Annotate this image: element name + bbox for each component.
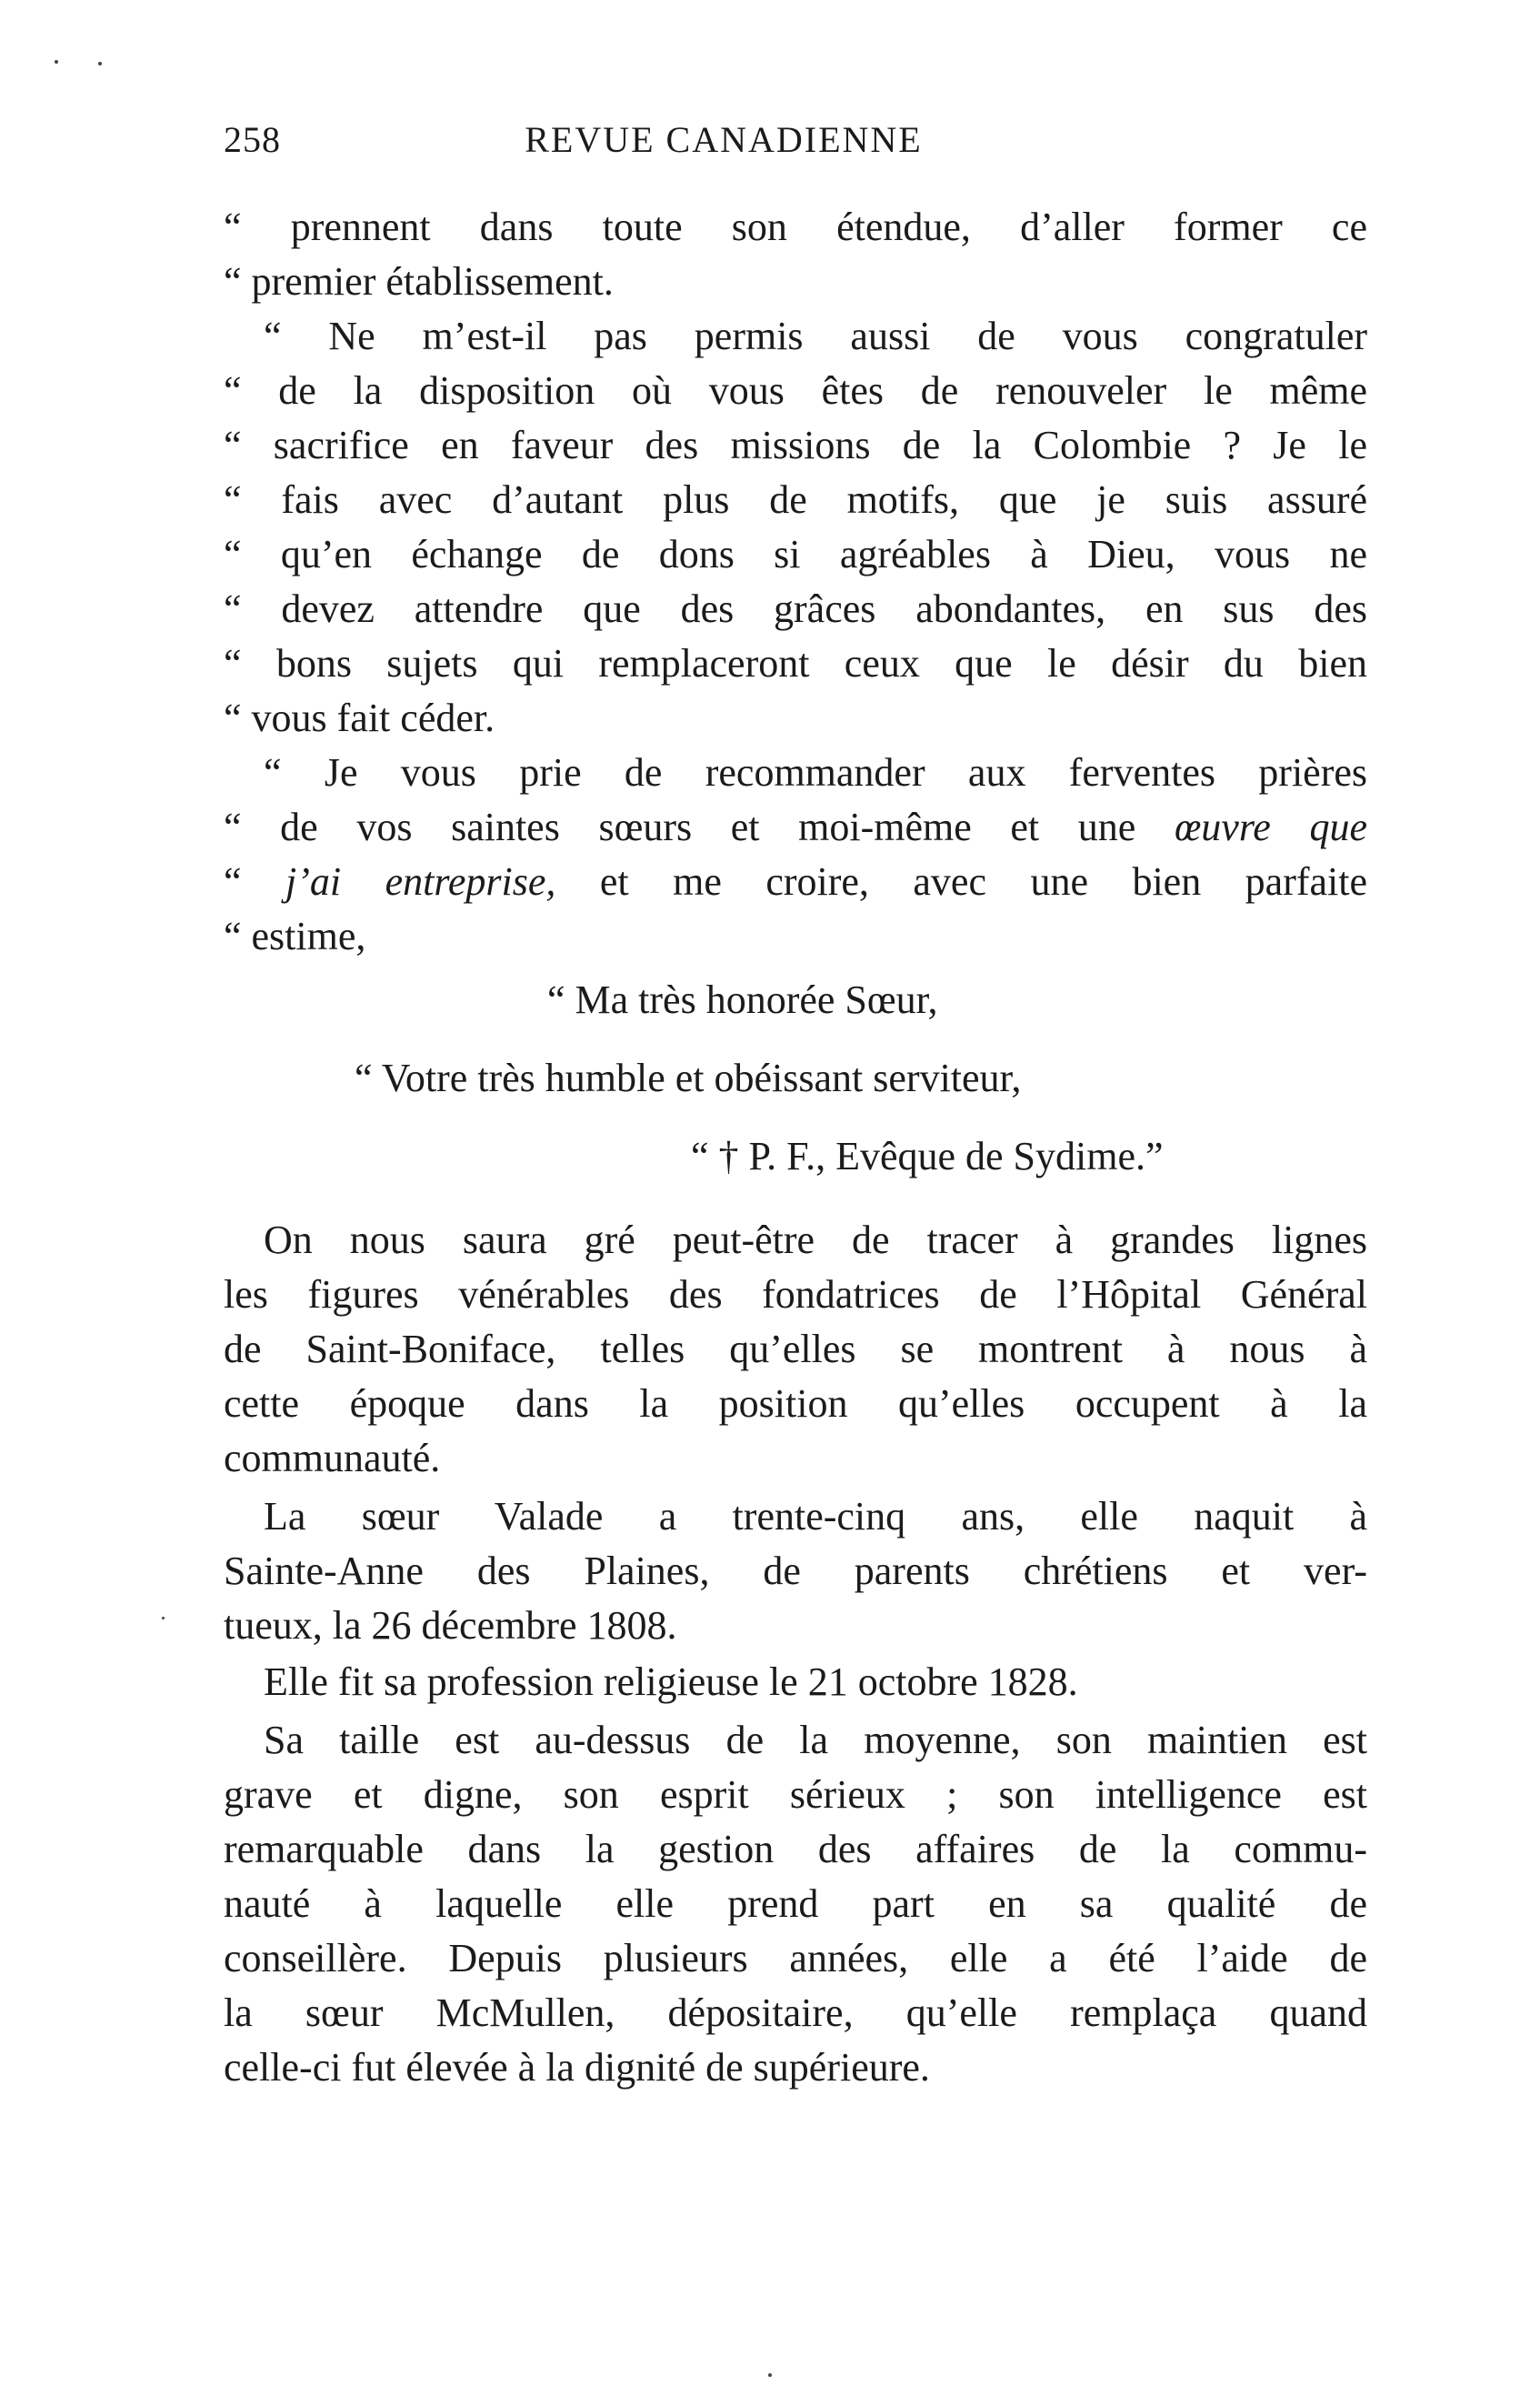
paragraph-line: On nous saura gré peut-être de tracer à grandes lignes <box>264 1218 1367 1262</box>
letter-line: “ Ne m’est-il pas permis aussi de vous congratuler <box>264 314 1367 358</box>
letter-salutation: “ Ma très honorée Sœur, <box>547 977 938 1022</box>
paragraph-line: communauté. <box>224 1436 441 1480</box>
letter-closing: “ Votre très humble et obéissant serviteur, <box>355 1056 1022 1100</box>
paragraph-line: la sœur McMullen, dépositaire, qu’elle remplaça quand <box>224 1990 1367 2035</box>
paragraph-line: Elle fit sa profession religieuse le 21 octobre 1828. <box>264 1659 1078 1704</box>
page-header <box>224 118 1351 173</box>
letter-text: “ de vos saintes sœurs et moi-même et une <box>224 805 1136 849</box>
letter-line: “ devez attendre que des grâces abondantes, en sus des <box>224 586 1367 631</box>
paragraph-line: celle-ci fut élevée à la dignité de supérieure. <box>224 2045 930 2090</box>
quote-mark: “ <box>224 859 242 904</box>
paragraph-line: cette époque dans la position qu’elles occupent à la <box>224 1381 1367 1426</box>
letter-line: “ fais avec d’autant plus de motifs, que je suis assuré <box>224 477 1367 522</box>
paragraph-line: Sa taille est au-dessus de la moyenne, son maintien est <box>264 1718 1367 1762</box>
print-speck <box>768 2373 772 2377</box>
letter-line: “ de la disposition où vous êtes de renouveler le même <box>224 368 1367 413</box>
paragraph-line: La sœur Valade a trente-cinq ans, elle naquit à <box>264 1494 1367 1539</box>
italic-text: j’ai entreprise, <box>285 859 556 904</box>
paragraph-line: conseillère. Depuis plusieurs années, elle a été l’aide de <box>224 1936 1367 1980</box>
running-title: REVUE CANADIENNE <box>525 119 923 160</box>
paragraph-line: nauté à laquelle elle prend part en sa qualité de <box>224 1881 1367 1926</box>
print-speck <box>55 60 58 64</box>
letter-line: “ prennent dans toute son étendue, d’aller former ce <box>224 205 1367 249</box>
print-speck <box>162 1617 165 1619</box>
paragraph-line: de Saint-Boniface, telles qu’elles se montrent à nous à <box>224 1327 1367 1371</box>
italic-text: œuvre que <box>1174 805 1367 849</box>
letter-line: “ premier établissement. <box>224 259 614 304</box>
paragraph-line: grave et digne, son esprit sérieux ; son intelligence est <box>224 1772 1367 1817</box>
letter-line: “ qu’en échange de dons si agréables à Dieu, vous ne <box>224 532 1367 576</box>
letter-line-with-italic <box>224 857 1367 907</box>
letter-line: “ Je vous prie de recommander aux ferventes prières <box>264 750 1367 795</box>
paragraph-line: remarquable dans la gestion des affaires de la commu- <box>224 1827 1367 1871</box>
letter-line: “ sacrifice en faveur des missions de la Colombie ? Je le <box>224 423 1367 467</box>
print-speck <box>98 62 102 65</box>
letter-line: “ vous fait céder. <box>224 696 495 740</box>
paragraph-line: tueux, la 26 décembre 1808. <box>224 1603 677 1648</box>
letter-line: “ estime, <box>224 914 366 958</box>
letter-text: et me croire, avec une bien parfaite <box>599 859 1368 904</box>
paragraph-line: les figures vénérables des fondatrices de l’Hôpital Général <box>224 1272 1367 1317</box>
letter-line: “ bons sujets qui remplaceront ceux que le désir du bien <box>224 641 1367 686</box>
letter-line-with-italic <box>224 802 1367 853</box>
page-number: 258 <box>224 119 281 160</box>
letter-signature: “ † P. F., Evêque de Sydime.” <box>691 1134 1164 1178</box>
paragraph-line: Sainte-Anne des Plaines, de parents chrétiens et ver- <box>224 1549 1367 1593</box>
